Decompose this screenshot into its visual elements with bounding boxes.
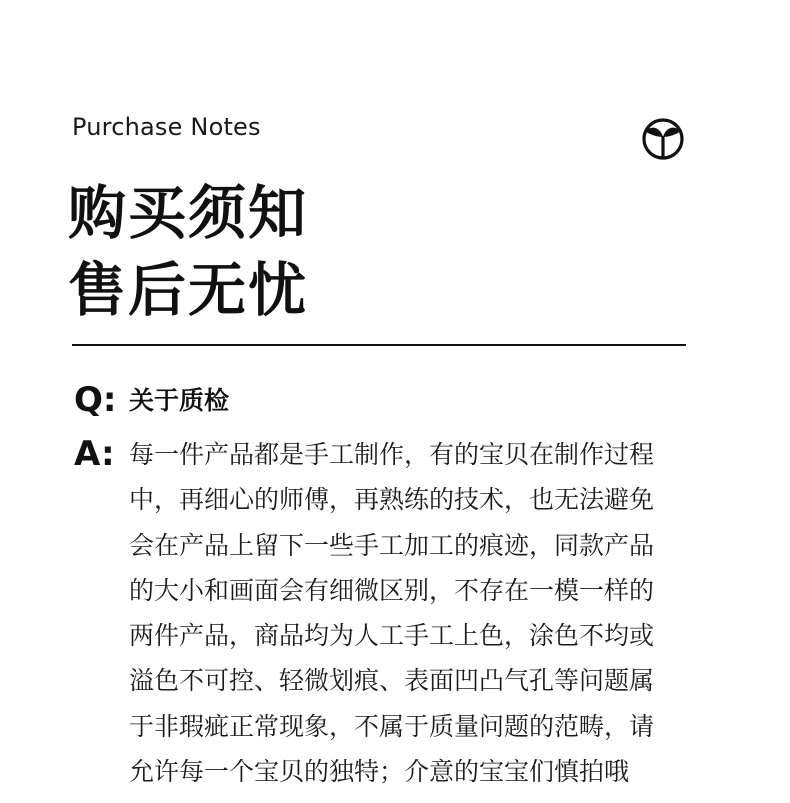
answer-line: 两件产品，商品均为人工手工上色，涂色不均或 bbox=[129, 621, 655, 651]
answer-line: 的大小和画面会有细微区别，不存在一模一样的 bbox=[129, 575, 655, 605]
answer-marker: A: bbox=[74, 434, 115, 474]
answer-line: 会在产品上留下一些手工加工的痕迹，同款产品 bbox=[129, 530, 655, 560]
page-title-line-2: 售后无忧 bbox=[68, 256, 309, 324]
page-subtitle: Purchase Notes bbox=[72, 113, 261, 141]
divider bbox=[72, 344, 686, 346]
answer-text bbox=[129, 432, 719, 794]
answer-line: 溢色不可控、轻微划痕、表面凹凸气孔等问题属 bbox=[129, 666, 655, 696]
answer-line: 于非瑕疵正常现象，不属于质量问题的范畴，请 bbox=[129, 711, 655, 741]
answer-line: 允许每一个宝贝的独特；介意的宝宝们慎拍哦 bbox=[129, 757, 630, 787]
page-title-line-1: 购买须知 bbox=[68, 179, 309, 247]
question-text: 关于质检 bbox=[129, 386, 230, 415]
answer-line: 每一件产品都是手工制作，有的宝贝在制作过程 bbox=[129, 440, 655, 469]
answer-line: 中，再细心的师傅，再熟练的技术，也无法避免 bbox=[129, 485, 655, 515]
sprout-circle-icon bbox=[640, 115, 686, 161]
question-marker: Q: bbox=[74, 380, 117, 420]
